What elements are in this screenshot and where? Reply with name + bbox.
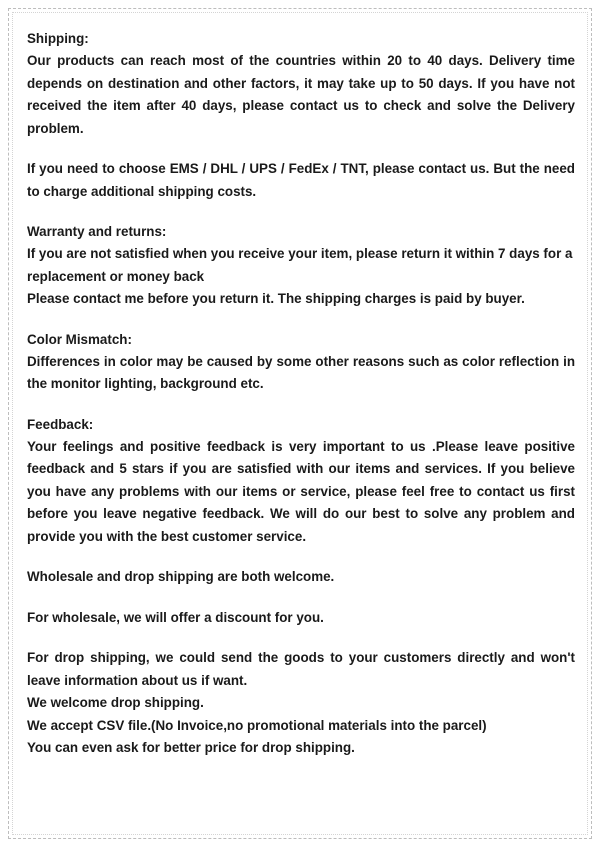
section-shipping [27, 28, 575, 140]
section-heading: Color Mismatch: [27, 331, 132, 347]
section-wholesale-discount [27, 607, 575, 630]
section-paragraph: If you need to choose EMS / DHL / UPS / FedEx / TNT, please contact us. But the need to charge additional shipping costs. [27, 161, 575, 199]
section-paragraph: For wholesale, we will offer a discount for you. [27, 609, 324, 625]
section-paragraph: For drop shipping, we could send the goods to your customers directly and won't leave information about us if want. [27, 650, 575, 688]
section-heading: Feedback: [27, 416, 94, 432]
section-paragraph: Please contact me before you return it. The shipping charges is paid by buyer. [27, 291, 525, 306]
section-color-mismatch [27, 329, 575, 396]
section-express-options [27, 158, 575, 203]
section-paragraph: You can even ask for better price for drop shipping. [27, 740, 355, 755]
section-paragraph: We welcome drop shipping. [27, 695, 204, 710]
section-heading: Warranty and returns: [27, 224, 167, 239]
document-content [27, 28, 575, 760]
section-paragraph: Our products can reach most of the countries within 20 to 40 days. Delivery time depends on destination and other factors, it may take up to 50 days. If you have not received the item after 40 days, please contact us to check and solve the Delivery problem. [27, 53, 575, 136]
section-paragraph: Differences in color may be caused by some other reasons such as color reflection in the monitor lighting, background etc. [27, 353, 575, 391]
section-paragraph: Your feelings and positive feedback is very important to us .Please leave positive feedback and 5 stars if you are satisfied with our items and services. If you believe you have any problems with our items or service, please feel free to contact us first before you leave negative feedback. We will do our best to solve any problem and provide you with the best customer service. [27, 438, 575, 544]
section-paragraph: Wholesale and drop shipping are both welcome. [27, 569, 335, 584]
section-feedback [27, 414, 575, 549]
section-paragraph: If you are not satisfied when you receive your item, please return it within 7 days for a replacement or money back [27, 246, 573, 284]
section-paragraph: We accept CSV file.(No Invoice,no promotional materials into the parcel) [27, 717, 487, 733]
section-wholesale-dropshipping-welcome [27, 566, 575, 589]
section-warranty-and-returns [27, 221, 575, 311]
section-drop-shipping-details [27, 647, 575, 760]
section-heading: Shipping: [27, 31, 89, 46]
